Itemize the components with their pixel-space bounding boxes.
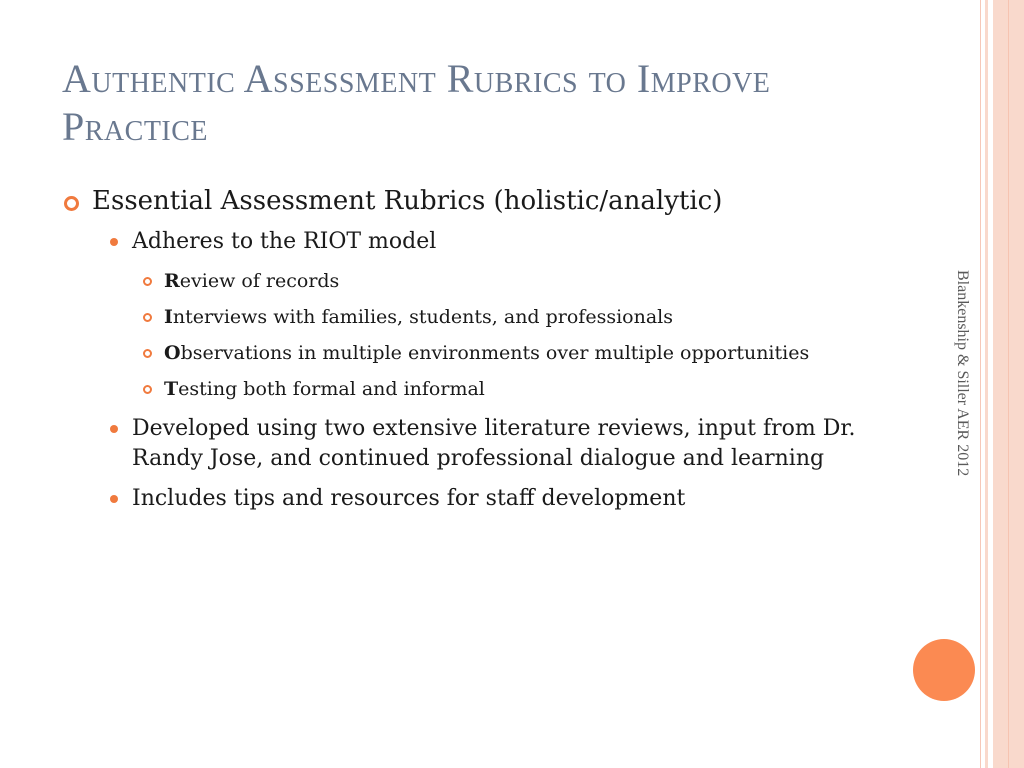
bullet-ring-icon bbox=[143, 313, 152, 322]
decorative-circle bbox=[913, 639, 975, 701]
bullet-text: Essential Assessment Rubrics (holistic/analytic) bbox=[92, 186, 723, 216]
riot-letter: O bbox=[164, 342, 181, 364]
bullet-text: Includes tips and resources for staff development bbox=[132, 486, 686, 511]
riot-letter: R bbox=[164, 270, 180, 292]
bullet-dot-icon bbox=[110, 238, 118, 246]
bullet-level2-riot bbox=[102, 227, 862, 404]
riot-letter: I bbox=[164, 306, 173, 328]
riot-letter: T bbox=[164, 378, 179, 400]
riot-text: nterviews with families, students, and professionals bbox=[172, 306, 673, 328]
bullet-ring-icon bbox=[143, 277, 152, 286]
bullet-level1 bbox=[62, 185, 862, 514]
riot-item-interviews bbox=[132, 303, 862, 332]
bullet-level2-developed bbox=[102, 414, 862, 474]
decorative-stripe bbox=[985, 0, 988, 768]
bullet-dot-icon bbox=[110, 495, 118, 503]
decorative-stripe bbox=[1008, 0, 1009, 768]
slide-body bbox=[62, 185, 862, 524]
sub-bullet-list bbox=[102, 227, 862, 514]
riot-item-observations bbox=[132, 339, 862, 368]
riot-text: esting both formal and informal bbox=[178, 378, 485, 400]
bullet-text: Developed using two extensive literature reviews, input from Dr. Randy Jose, and continued professional dialogue and learning bbox=[132, 416, 856, 471]
riot-text: bservations in multiple environments over multiple opportunities bbox=[180, 342, 810, 364]
bullet-dot-icon bbox=[110, 425, 118, 433]
riot-item-testing bbox=[132, 375, 862, 404]
bullet-text: Adheres to the RIOT model bbox=[132, 229, 437, 254]
riot-item-review bbox=[132, 267, 862, 296]
bullet-ring-icon bbox=[143, 349, 152, 358]
bullet-ring-icon bbox=[64, 196, 79, 211]
riot-list bbox=[132, 267, 862, 404]
slide-title: Authentic Assessment Rubrics to Improve Practice bbox=[62, 56, 771, 149]
decorative-stripe bbox=[980, 0, 981, 768]
side-note: Blankenship & Siller AER 2012 bbox=[954, 270, 971, 477]
bullet-ring-icon bbox=[143, 385, 152, 394]
bullet-level2-tips bbox=[102, 484, 862, 514]
riot-text: eview of records bbox=[179, 270, 340, 292]
